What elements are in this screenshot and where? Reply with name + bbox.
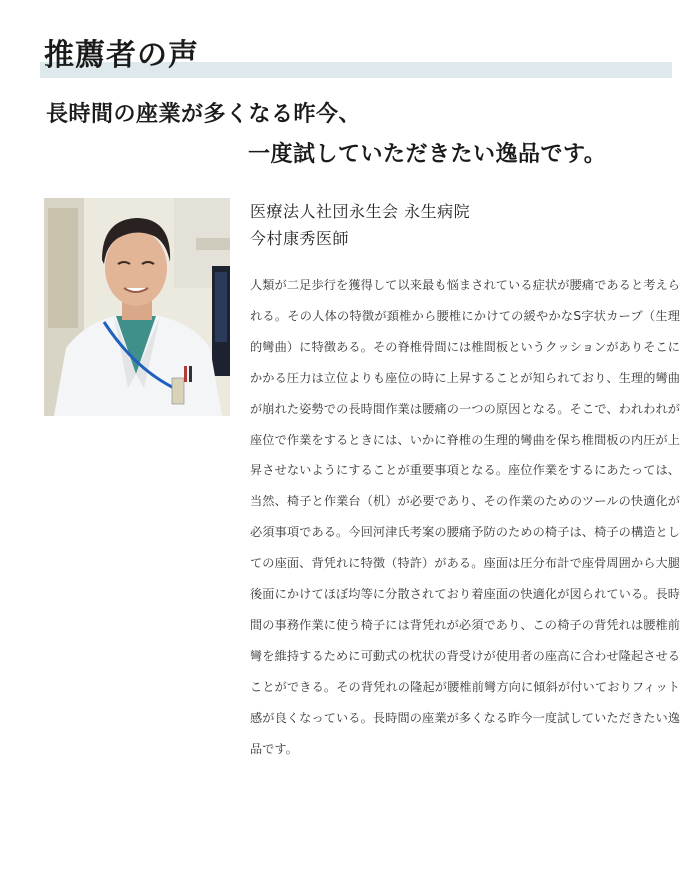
recommender-info <box>250 198 470 252</box>
doctor-portrait-photo <box>44 198 230 416</box>
recommender-organization: 医療法人社団永生会 永生病院 <box>250 202 471 221</box>
headline-line-2: 一度試していただきたい逸品です。 <box>248 142 607 167</box>
testimonial-body-text: 人類が二足歩行を獲得して以来最も悩まされている症状が腰痛であると考えられる。その人体の特徴が頚椎から腰椎にかけての緩やかなS字状カーブ（生理的彎曲）に特徴ある。その脊椎骨間には椎間板というクッションがありそこにかかる圧力は立位よりも座位の時に上昇することが知られており、生理的彎曲が崩れた姿勢での長時間作業は腰痛の一つの原因となる。そこで、われわれが座位で作業をするときには、いかに脊椎の生理的彎曲を保ち椎間板の内圧が上昇させないようにすることが重要事項となる。座位作業をするにあたっては、当然、椅子と作業台（机）が必要であり、その作業のためのツールの快適化が必須事項である。今回河津氏考案の腰痛予防のための椅子は、椅子の構造としての座面、背凭れに特徴（特許）がある。座面は圧分布計で座骨周囲から大腿後面にかけてほぼ均等に分散されており着座面の快適化が図られている。長時間の事務作業に使う椅子には背凭れが必須であり、この椅子の背凭れは腰椎前彎を維持するために可動式の枕状の背受けが使用者の座高に合わせ隆起させることができる。その背凭れの隆起が腰椎前彎方向に傾斜が付いておりフィット感が良くなっている。長時間の座業が多くなる昨今一度試していただきたい逸品です。 <box>250 278 680 756</box>
section-title: 推薦者の声 <box>44 38 199 73</box>
headline-line-1: 長時間の座業が多くなる昨今、 <box>46 102 362 127</box>
recommender-name: 今村康秀医師 <box>250 229 350 248</box>
